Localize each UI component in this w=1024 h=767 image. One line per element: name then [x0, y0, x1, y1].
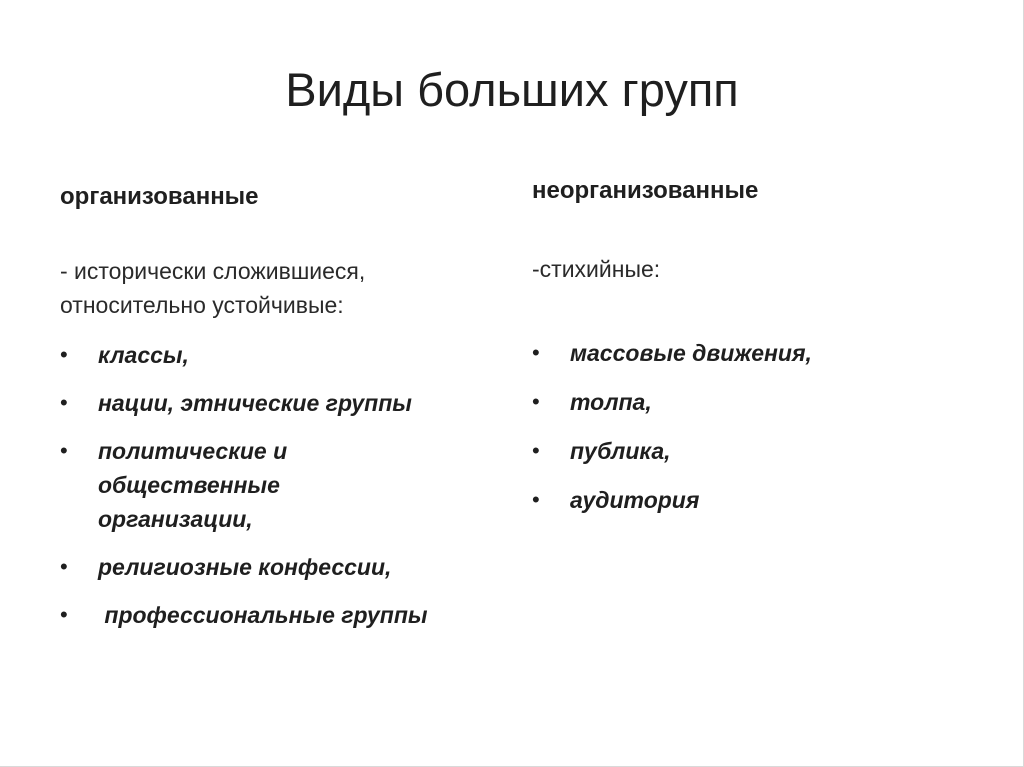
bullet-icon: •	[60, 390, 68, 415]
organized-description	[60, 254, 500, 322]
organized-list	[60, 338, 500, 632]
list-item-text: классы,	[98, 342, 189, 368]
unorganized-description: -стихийные:	[532, 256, 661, 282]
unorganized-column	[532, 174, 972, 532]
list-item-text: толпа,	[570, 389, 652, 415]
list-item-text: профессиональные группы	[98, 602, 428, 628]
unorganized-heading: неорганизованные	[532, 177, 759, 204]
organized-description-line1: - исторически сложившиеся,	[60, 258, 366, 284]
bullet-icon: •	[532, 340, 540, 365]
bullet-icon: •	[532, 389, 540, 414]
organized-heading: организованные	[60, 183, 259, 210]
list-item	[60, 434, 500, 536]
list-item-text: нации, этнические группы	[98, 390, 412, 416]
unorganized-list	[532, 336, 972, 517]
list-item	[60, 338, 500, 372]
list-item-text: публика,	[570, 438, 671, 464]
bullet-icon: •	[532, 438, 540, 463]
bullet-icon: •	[60, 342, 68, 367]
list-item	[532, 483, 972, 517]
bullet-icon: •	[532, 487, 540, 512]
list-item-text: аудитория	[570, 487, 700, 513]
slide-title: Виды больших групп	[285, 63, 739, 116]
list-item	[532, 434, 972, 468]
bullet-icon: •	[60, 554, 68, 579]
list-item-text: политические и общественные организации,	[98, 438, 288, 532]
list-item	[532, 385, 972, 419]
list-item-text: религиозные конфессии,	[98, 554, 392, 580]
organized-column	[60, 180, 500, 646]
list-item	[60, 386, 500, 420]
list-item	[60, 598, 500, 632]
list-item-text: массовые движения,	[570, 340, 812, 366]
organized-description-line2: относительно устойчивые:	[60, 292, 344, 318]
bullet-icon: •	[60, 438, 68, 463]
list-item	[60, 550, 500, 584]
list-item	[532, 336, 972, 370]
bullet-icon: •	[60, 602, 68, 627]
